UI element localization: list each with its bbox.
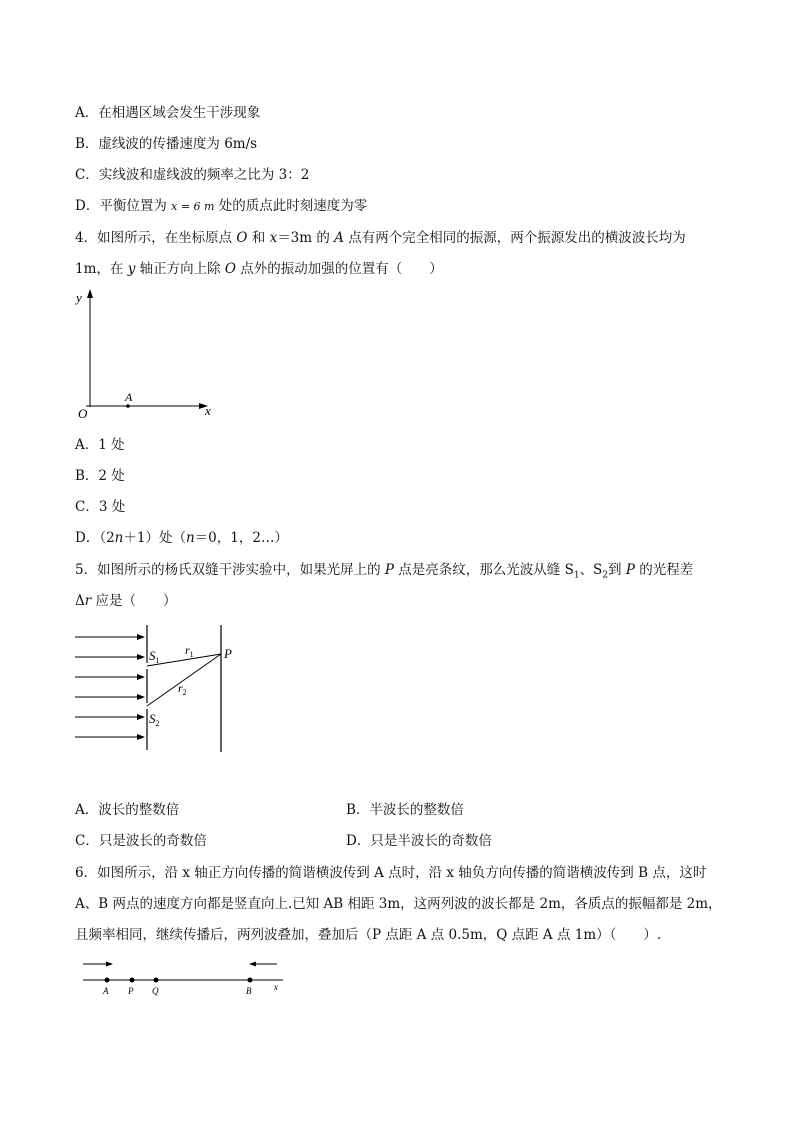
text: 和 [247, 230, 270, 246]
text: D．（2 [75, 530, 115, 546]
q6-stem-line3: 且频率相同，继续传播后，两列波叠加，叠加后（P 点距 A 点 0.5m，Q 点距 A 点 1m）（ ）. [75, 927, 662, 943]
text: 点是亮条纹，那么光波从缝 S [393, 562, 574, 578]
text: 1m，在 [75, 261, 128, 277]
q4-option-a: A．1 处 [75, 437, 125, 453]
var-o: O [236, 230, 248, 246]
point-p-label: P [128, 986, 134, 996]
q5-option-a: A．波长的整数倍 [75, 802, 180, 818]
q4-option-c: C．3 处 [75, 499, 126, 515]
q5-option-d: D．只是半波长的奇数倍 [346, 833, 492, 849]
point-q-label: Q [152, 986, 159, 996]
origin-label: O [78, 406, 88, 421]
var-r: r [84, 593, 92, 609]
q4-stem-line1 [75, 229, 686, 247]
text: ＝3m 的 [277, 230, 335, 246]
q4-figure-axes [70, 285, 220, 425]
q4-stem-line2 [75, 260, 443, 278]
var-y: y [127, 261, 136, 277]
s2-label: $S_2$ [149, 711, 160, 728]
text: ＋1）处（ [123, 530, 186, 546]
point-a-label: A [125, 390, 133, 404]
q3-option-d-formula: x = 6 m [171, 200, 215, 213]
text: 到 [608, 562, 626, 578]
q3-option-d-suffix: 处的质点此时刻速度为零 [218, 198, 368, 214]
point-b-label: B [246, 986, 252, 996]
r2-label: $r_2$ [178, 681, 187, 697]
q3-option-c: C．实线波和虚线波的频率之比为 3：2 [75, 167, 310, 183]
x-axis-label: x [205, 403, 211, 418]
q6-stem-line2: A、B 两点的速度方向都是竖直向上.已知 AB 相距 3m，这两列波的波长都是 2m，各质点的振幅都是 2m， [75, 896, 722, 912]
q3-option-d [75, 197, 367, 216]
text: ＝0，1，2…） [194, 530, 288, 546]
q5-double-slit-figure [70, 620, 260, 760]
delta-symbol: Δ [75, 593, 85, 609]
var-o: O [224, 261, 236, 277]
var-x: x [269, 230, 278, 246]
r1-label: $r_1$ [185, 643, 194, 659]
q4-option-b: B．2 处 [75, 468, 125, 484]
q3-option-a: A．在相遇区域会发生干涉现象 [75, 105, 261, 121]
text: 5．如图所示的杨氏双缝干涉实验中，如果光屏上的 [75, 562, 385, 578]
x-axis-label: x [274, 982, 278, 992]
q5-stem-line1 [75, 561, 693, 585]
var-n: n [114, 530, 124, 546]
text: 4．如图所示，在坐标原点 [75, 230, 237, 246]
y-axis-label: y [76, 290, 82, 305]
var-p: P [384, 562, 394, 578]
subscript: 1 [573, 570, 580, 581]
var-p: P [625, 562, 635, 578]
text: 点外的振动加强的位置有（ ） [236, 261, 443, 277]
s1-label: $S_1$ [149, 648, 160, 665]
text: 的光程差 [634, 562, 694, 578]
q3-option-d-prefix: D．平衡位置为 [75, 198, 167, 214]
text: 、S [579, 562, 603, 578]
point-a-label: A [103, 986, 109, 996]
q5-option-b: B．半波长的整数倍 [346, 802, 464, 818]
p-label: P [224, 646, 232, 661]
q6-stem-line1: 6．如图所示，沿 x 轴正方向传播的简谐横波传到 A 点时，沿 x 轴负方向传播的简谐横波传到 B 点，这时 [75, 865, 707, 881]
text: 轴正方向上除 [135, 261, 225, 277]
subscript: 2 [602, 570, 609, 581]
text: 应是（ ） [91, 593, 177, 609]
q6-wave-figure [78, 958, 298, 998]
var-a: A [334, 230, 344, 246]
var-n: n [185, 530, 195, 546]
text: 点有两个完全相同的振源，两个振源发出的横波波长均为 [343, 230, 686, 246]
q5-option-c: C．只是波长的奇数倍 [75, 833, 207, 849]
q3-option-b: B．虚线波的传播速度为 6m/s [75, 136, 258, 152]
q5-stem-line2 [75, 592, 177, 610]
q4-option-d [75, 529, 288, 547]
